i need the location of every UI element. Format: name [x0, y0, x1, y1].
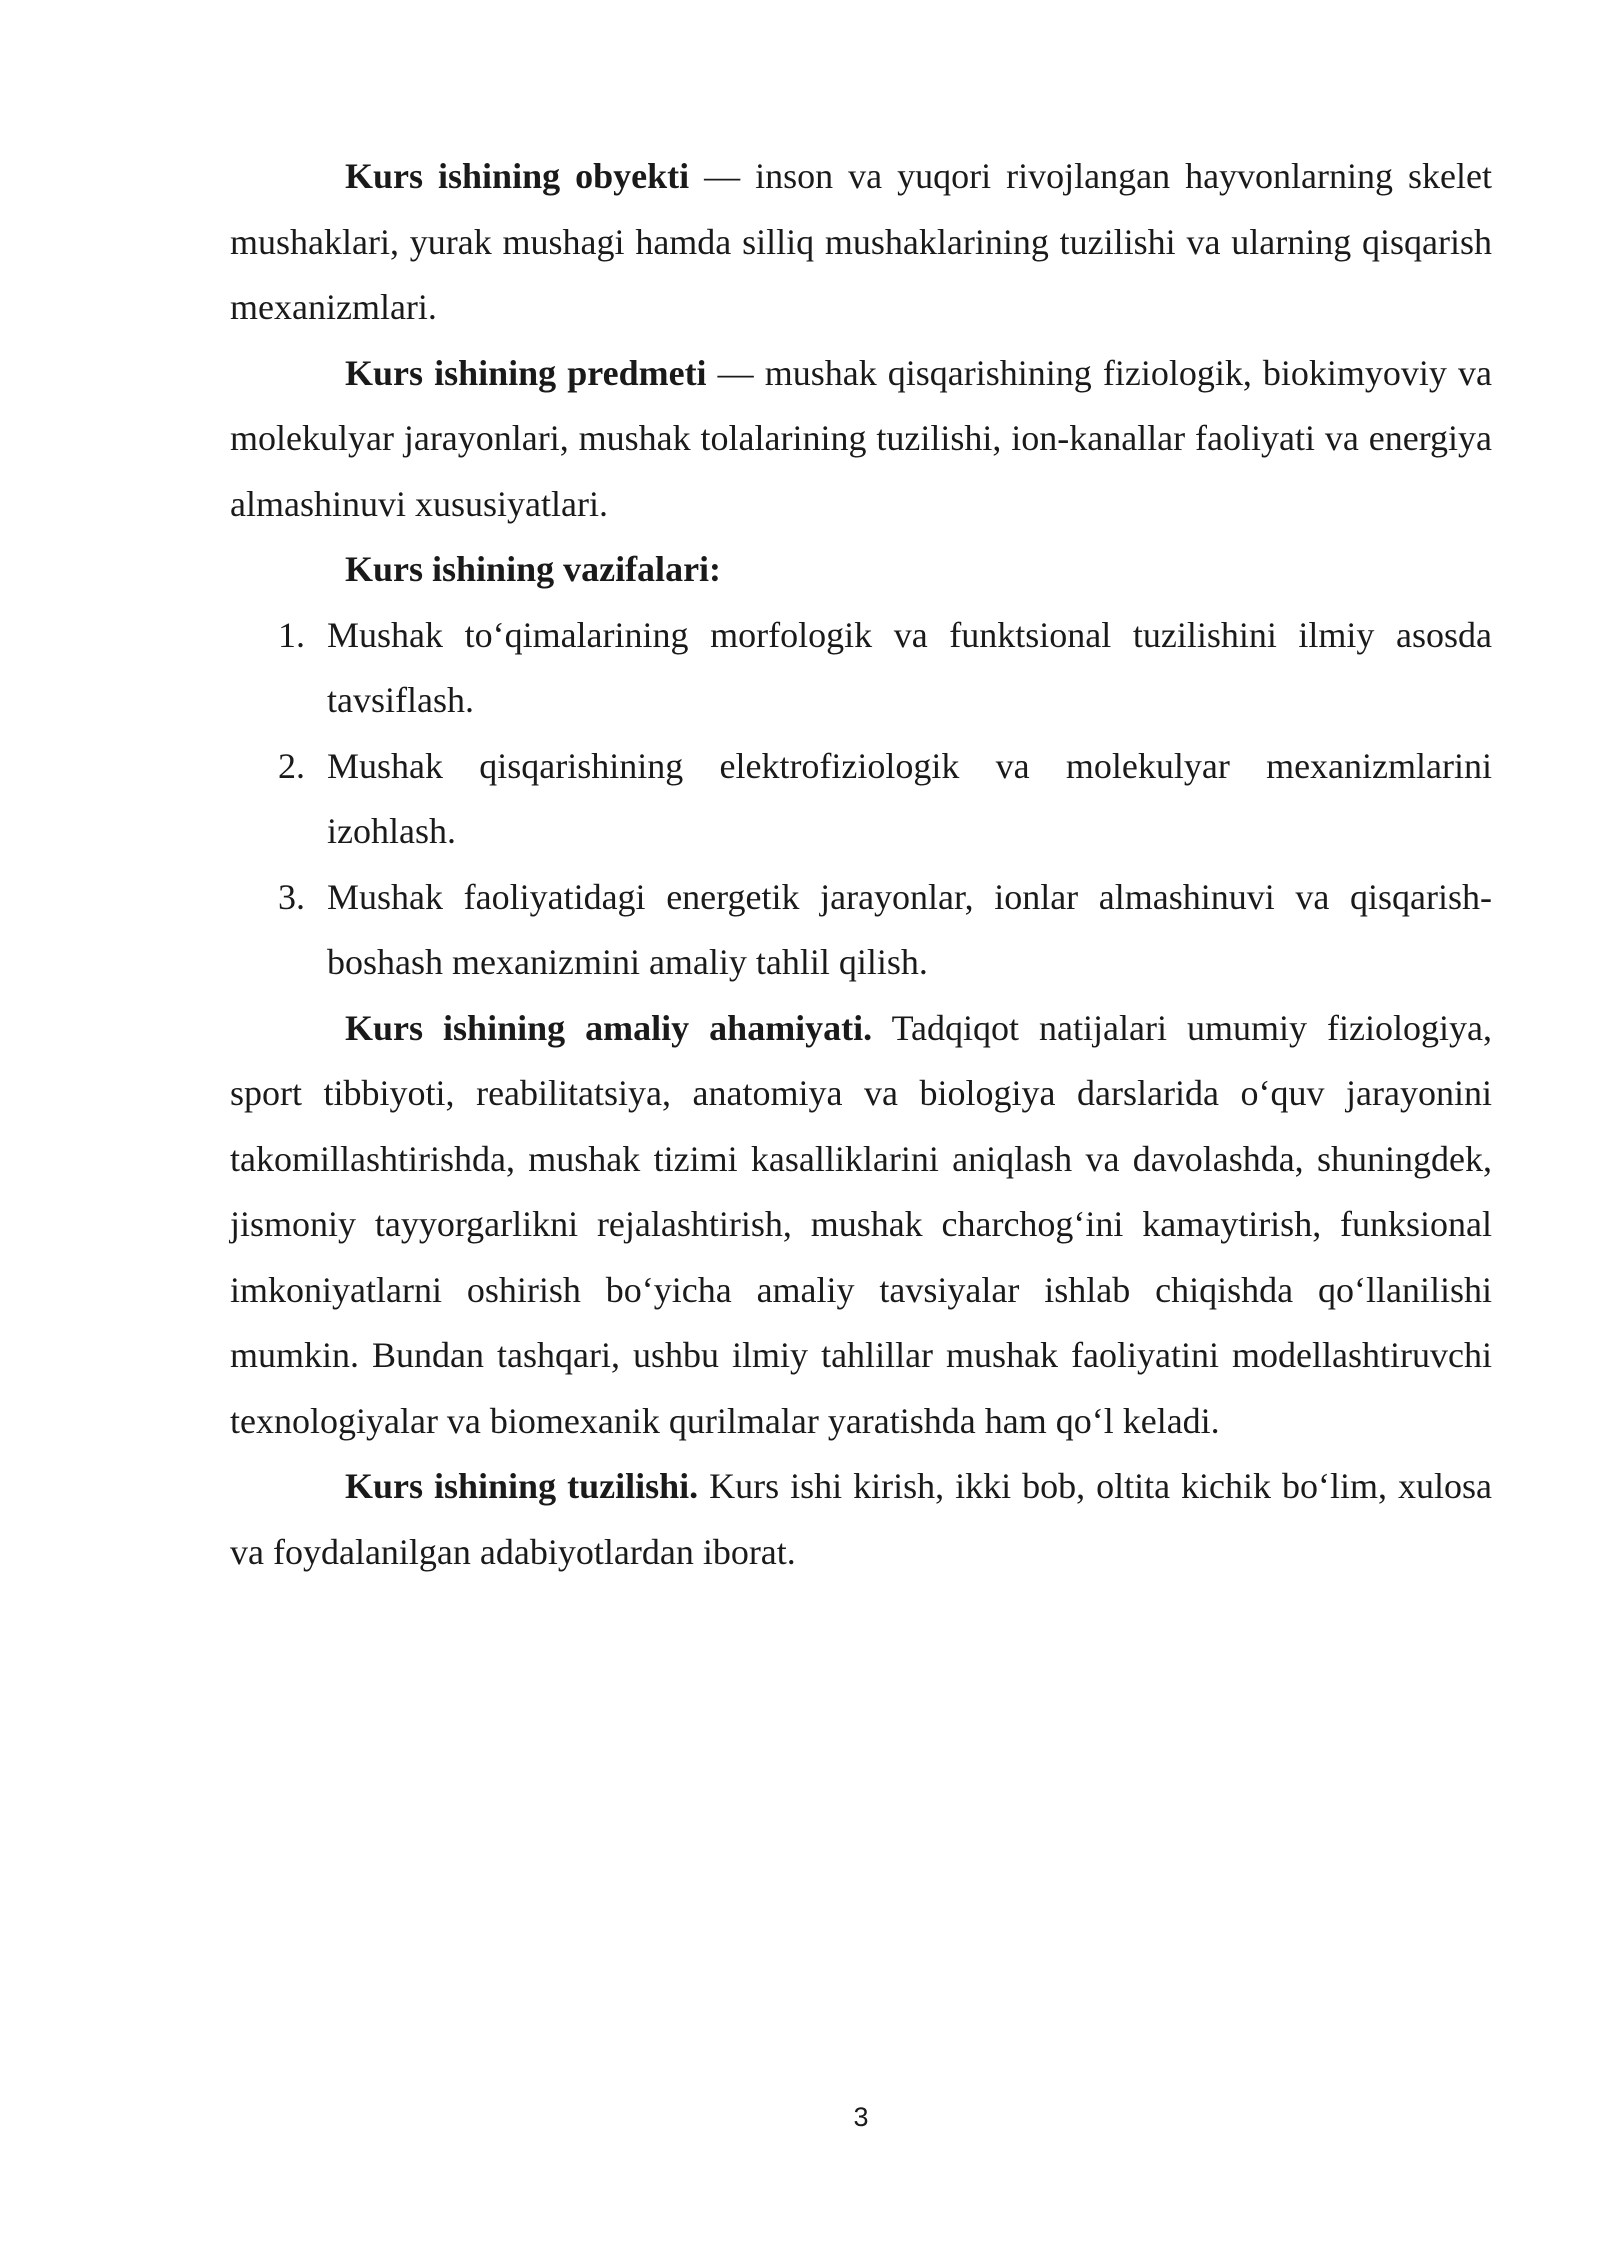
subject-paragraph	[230, 341, 1492, 538]
significance-text: Tadqiqot natijalari umumiy fiziologiya, sport tibbiyoti, reabilitatsiya, anatomiya va biologiya darslarida o‘quv jarayonini takomillashtirishda, mushak tizimi kasalliklarini aniqlash va davolashda, shuningdek, jismoniy tayyorgarlikni rejalashtirish, mushak charchog‘ini kamaytirish, funksional imkoniyatlarni oshirish bo‘yicha amaliy tavsiyalar ishlab chiqishda qo‘llanilishi mumkin. Bundan tashqari, ushbu ilmiy tahlillar mushak faoliyatini modellashtiruvchi texnologiyalar va biomexanik qurilmalar yaratishda ham qo‘l keladi.	[230, 1007, 1493, 1441]
list-item-number: 2.	[278, 745, 305, 786]
list-item-number: 3.	[278, 876, 305, 917]
object-paragraph	[230, 144, 1492, 341]
list-item	[230, 734, 1492, 865]
page-number: 3	[853, 2102, 869, 2132]
list-item	[230, 603, 1492, 734]
object-label: Kurs ishining obyekti	[345, 156, 690, 196]
structure-text: Kurs ishi kirish, ikki bob, oltita kichik bo‘lim, xulosa va foydalanilgan adabiyotlardan iborat.	[230, 1466, 1493, 1572]
object-text: — inson va yuqori rivojlangan hayvonlarning skelet mushaklari, yurak mushagi hamda silliq mushaklarining tuzilishi va ularning qisqarish mexanizmlari.	[230, 156, 1493, 327]
tasks-label: Kurs ishining vazifalari:	[345, 549, 722, 589]
tasks-heading-paragraph	[230, 537, 1492, 603]
list-item	[230, 865, 1492, 996]
significance-paragraph	[230, 996, 1492, 1455]
structure-label: Kurs ishining tuzilishi.	[345, 1466, 699, 1506]
list-item-text: Mushak to‘qimalarining morfologik va funktsional tuzilishini ilmiy asosda tavsiflash.	[327, 614, 1492, 720]
structure-paragraph	[230, 1454, 1492, 1585]
list-item-text: Mushak faoliyatidagi energetik jarayonlar, ionlar almashinuvi va qisqarish-boshash mexanizmini amaliy tahlil qilish.	[327, 876, 1492, 982]
tasks-list	[230, 603, 1492, 996]
list-item-number: 1.	[278, 614, 305, 655]
subject-text: — mushak qisqarishining fiziologik, biokimyoviy va molekulyar jarayonlari, mushak tolalarining tuzilishi, ion-kanallar faoliyati va energiya almashinuvi xususiyatlari.	[230, 352, 1492, 524]
subject-label: Kurs ishining predmeti	[345, 352, 707, 393]
list-item-text: Mushak qisqarishining elektrofiziologik va molekulyar mexanizmlarini izohlash.	[327, 745, 1492, 851]
significance-label: Kurs ishining amaliy ahamiyati.	[345, 1007, 873, 1048]
page-body	[230, 144, 1492, 1585]
